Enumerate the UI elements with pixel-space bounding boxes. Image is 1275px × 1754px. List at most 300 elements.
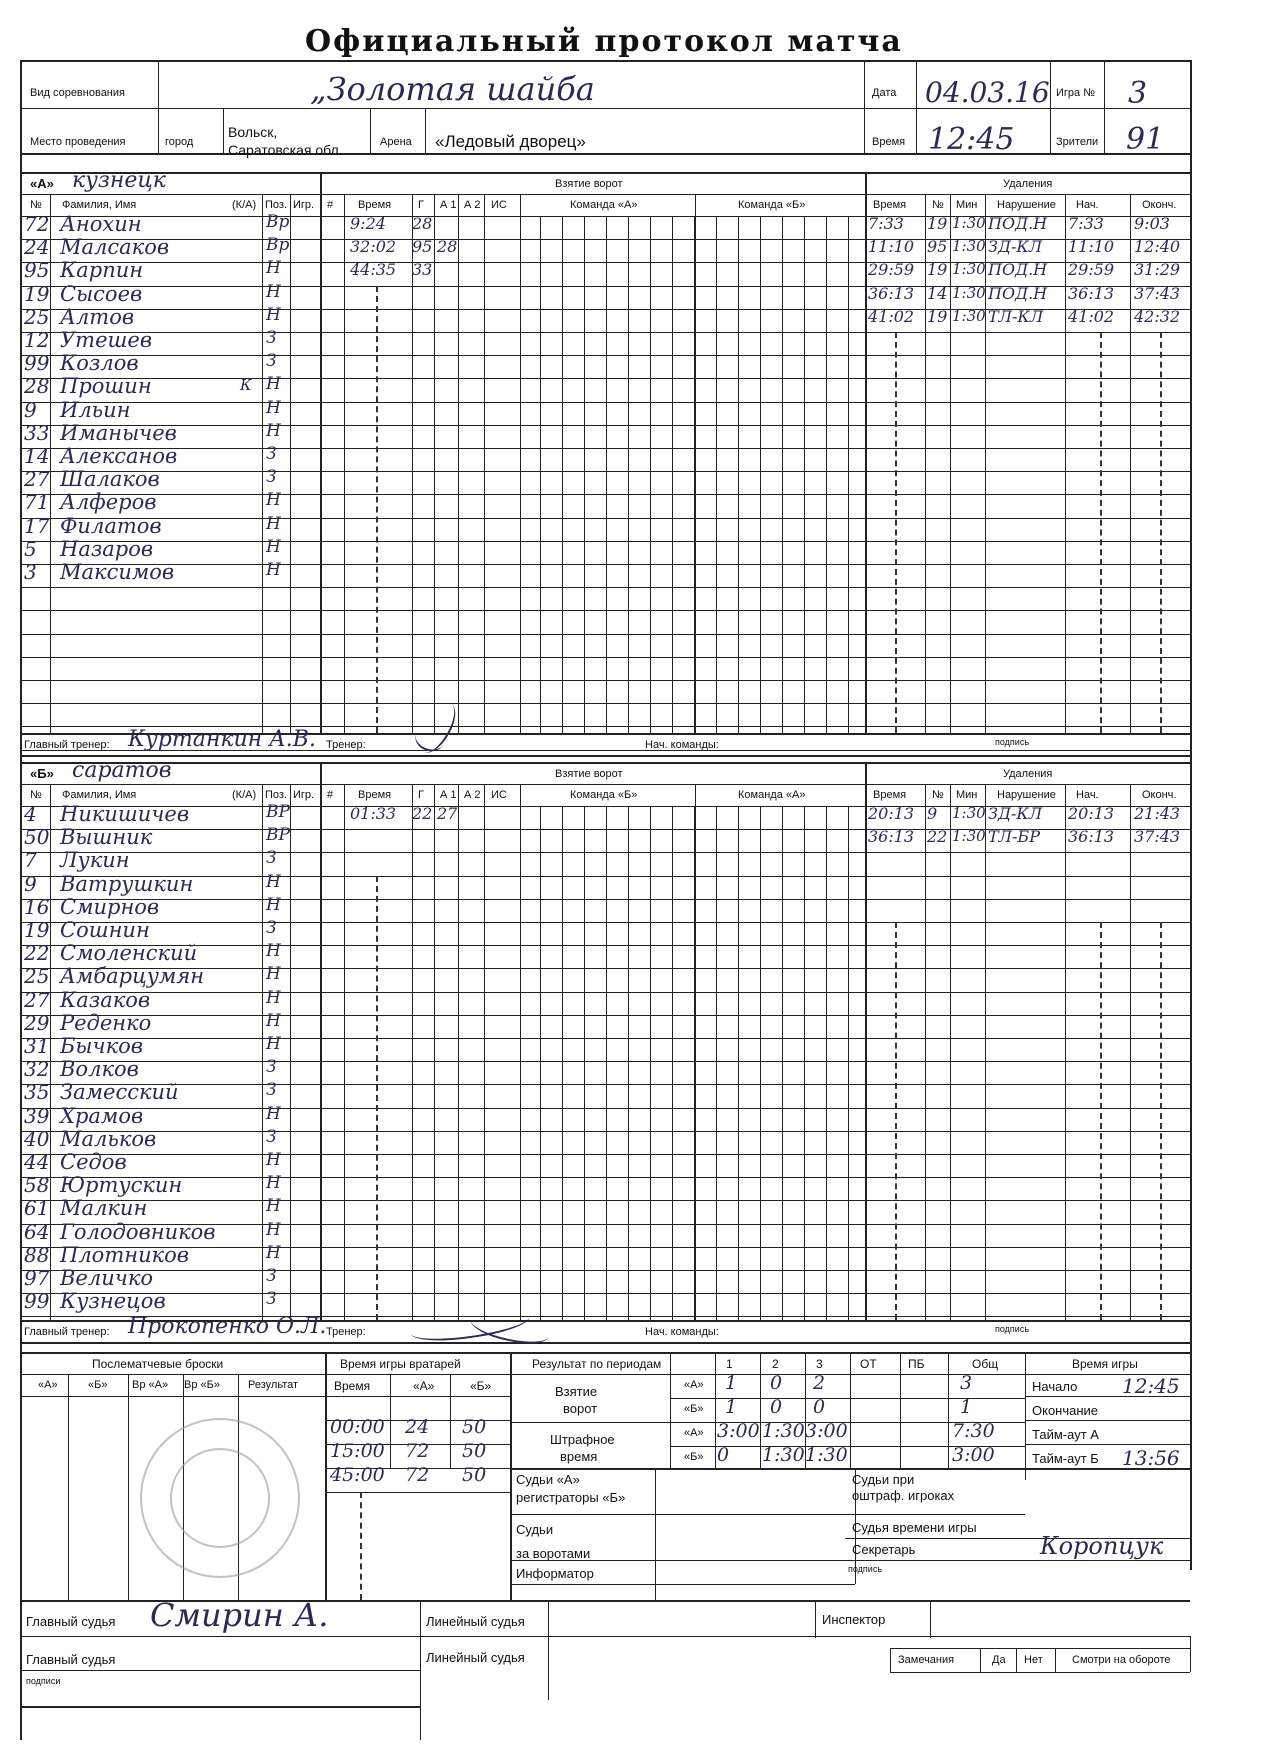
rule <box>20 1636 1190 1637</box>
rule <box>826 216 827 733</box>
a-pen-start: 36:13 <box>1068 283 1115 303</box>
rule <box>628 806 629 1320</box>
gk-row-time: 15:00 <box>330 1440 385 1462</box>
rule <box>540 216 541 733</box>
b-player-pos: Н <box>266 1103 281 1124</box>
competition-value: „Золотая шайба <box>310 70 595 108</box>
rule <box>262 784 263 1320</box>
a-pen-inf: ПОД.Н <box>988 260 1048 280</box>
b-player-num: 61 <box>24 1196 50 1221</box>
rule <box>562 806 563 1320</box>
rule <box>670 1352 671 1468</box>
b-sign-label: подпись <box>995 1324 1030 1334</box>
rule <box>420 1670 421 1706</box>
b-player-num: 25 <box>24 964 50 989</box>
rule <box>20 876 1190 877</box>
a-coach-value: Куртанкин А.В. <box>128 727 316 752</box>
stamp-seal-inner <box>170 1448 270 1548</box>
period-cell-pen_a: 3:00 <box>717 1420 760 1442</box>
rule <box>20 1247 1190 1248</box>
rule <box>510 1514 1025 1515</box>
rule <box>325 1492 510 1493</box>
start-label: Начало <box>1032 1379 1078 1394</box>
b-player-num: 44 <box>24 1150 50 1174</box>
rule <box>848 806 849 1320</box>
b-player-num: 27 <box>24 987 50 1012</box>
b-col-ka: (К/А) <box>232 789 257 801</box>
rule <box>20 60 22 1740</box>
gk-col-time: Время <box>334 1379 371 1393</box>
rule <box>128 1374 129 1600</box>
rule <box>20 922 1190 923</box>
rule <box>20 1352 1190 1354</box>
rule <box>20 1374 1190 1375</box>
period-cell-goals_a: 2 <box>813 1372 826 1394</box>
rule <box>1130 784 1131 1320</box>
rule <box>848 216 849 733</box>
a-pen-inf: ПОД.Н <box>988 283 1048 303</box>
goal-judges-1: Судьи <box>516 1522 554 1537</box>
dashed-rule <box>376 286 378 733</box>
b-player-pos: Н <box>266 1242 281 1263</box>
a-goals-heading: Взятие ворот <box>555 178 623 190</box>
rule <box>20 1396 510 1397</box>
rule <box>390 1374 391 1468</box>
a-col-ka: (К/А) <box>232 199 257 211</box>
period-cell-pen_b: 1:30 <box>762 1444 805 1466</box>
a-player-pos: Н <box>266 490 281 511</box>
a-player-pos: Н <box>266 304 281 325</box>
a-player-name: Утешев <box>60 328 153 352</box>
b-player-name: Седов <box>60 1150 127 1174</box>
rule <box>20 1270 1190 1271</box>
b-coach-value: Прокопенко О.Л. <box>128 1314 327 1339</box>
gk-row-b: 50 <box>462 1416 487 1438</box>
b-col-p-num: № <box>932 789 944 801</box>
b-player-pos: Н <box>266 1010 281 1031</box>
gk-row-b: 50 <box>462 1464 487 1486</box>
period-total: Общ <box>972 1357 999 1371</box>
game-label: Игра № <box>1056 87 1096 99</box>
b-penalties-heading: Удаления <box>1003 768 1053 780</box>
period-cell-pen_b: 0 <box>717 1444 730 1466</box>
a-player-name: Сысоев <box>60 281 143 306</box>
so-a: «А» <box>38 1379 58 1391</box>
rule <box>950 194 951 733</box>
date-label: Дата <box>872 87 897 99</box>
b-player-num: 35 <box>24 1080 50 1105</box>
period-pb: ПБ <box>908 1357 925 1371</box>
rule <box>650 216 651 733</box>
period-cell-pen_b: 3:00 <box>952 1444 995 1466</box>
linesman-label-1: Линейный судья <box>426 1614 525 1629</box>
a-pen-end: 12:40 <box>1134 237 1181 257</box>
rule <box>20 1200 1190 1201</box>
a-pen-min: 1:30 <box>952 214 986 232</box>
b-col-time: Время <box>358 789 392 801</box>
a-pen-end: 37:43 <box>1134 283 1181 303</box>
b-player-num: 58 <box>24 1173 50 1198</box>
b-player-pos: З <box>266 1080 277 1101</box>
a-pen-time: 11:10 <box>868 237 915 257</box>
rule <box>865 762 867 1320</box>
a-col-p-inf: Нарушение <box>997 199 1056 211</box>
gk-row-time: 45:00 <box>330 1464 385 1486</box>
rule <box>325 1352 327 1600</box>
rule <box>20 448 1190 449</box>
a-player-name: Анохин <box>60 212 142 236</box>
rule <box>655 1468 656 1600</box>
pen-label-1: Штрафное <box>550 1432 615 1447</box>
a-pen-inf: ЗД-КЛ <box>988 237 1043 257</box>
a-player-pos: Вр <box>266 212 290 232</box>
dashed-rule <box>360 1492 362 1600</box>
timeout-a-label: Тайм-аут А <box>1032 1427 1099 1442</box>
b-player-num: 16 <box>24 894 50 919</box>
b-player-pos: З <box>266 1266 277 1286</box>
row-b-pen: «Б» <box>684 1451 704 1463</box>
a-pen-min: 1:30 <box>952 260 986 279</box>
a-player-num: 71 <box>24 490 50 515</box>
rule <box>434 194 435 733</box>
b-col-play: Игр. <box>293 789 315 801</box>
b-col-g: Г <box>418 789 424 801</box>
rule <box>850 1352 851 1468</box>
rule <box>20 494 1190 495</box>
b-player-name: Лукин <box>60 848 130 873</box>
rule <box>948 1352 949 1468</box>
rule <box>1025 1420 1190 1421</box>
dashed-rule <box>1160 332 1162 733</box>
rule <box>1190 1636 1191 1672</box>
rule <box>584 806 585 1320</box>
referees-reg-2: регистраторы «Б» <box>516 1490 626 1505</box>
rule <box>815 1600 816 1638</box>
a-player-pos: Н <box>266 397 281 418</box>
a-col-p-start: Нач. <box>1076 199 1099 211</box>
period-3: 3 <box>816 1357 823 1371</box>
b-player-num: 64 <box>24 1219 50 1244</box>
rule <box>20 564 1190 565</box>
rule <box>672 806 673 1320</box>
rule <box>890 1648 891 1672</box>
rule <box>1016 1648 1017 1672</box>
time-judge: Судья времени игры <box>852 1520 977 1535</box>
b-player-name: Реденко <box>60 1010 152 1035</box>
a-team-tag: «А» <box>30 176 54 191</box>
rule <box>985 784 986 1320</box>
linesman-label-2: Линейный судья <box>426 1650 525 1665</box>
b-col-team-own: Команда «Б» <box>570 789 638 801</box>
gk-row-a: 72 <box>405 1464 430 1486</box>
arena-value: «Ледовый дворец» <box>435 132 586 151</box>
rule <box>20 755 1190 757</box>
a-player-num: 24 <box>24 235 50 260</box>
rule <box>20 332 1190 333</box>
so-gk-a: Вр «А» <box>132 1379 169 1391</box>
rule <box>1190 60 1192 1570</box>
rule <box>262 194 263 733</box>
period-cell-pen_a: 1:30 <box>762 1420 805 1442</box>
rule <box>804 216 805 733</box>
a-player-name: Алферов <box>60 490 157 515</box>
b-player-name: Малкин <box>60 1196 148 1221</box>
gk-col-a: «А» <box>413 1379 435 1393</box>
rule <box>804 806 805 1320</box>
yes-label: Да <box>992 1654 1006 1666</box>
b-col-a2: А 2 <box>464 789 481 801</box>
a-col-play: Игр. <box>293 199 315 211</box>
b-col-p-time: Время <box>873 789 907 801</box>
gk-row-a: 24 <box>405 1416 430 1438</box>
rule <box>650 806 651 1320</box>
rule <box>320 762 322 1320</box>
rule <box>20 471 1190 472</box>
b-player-name: Кузнецов <box>60 1289 166 1314</box>
rule <box>450 1374 451 1468</box>
b-player-num: 29 <box>24 1010 50 1035</box>
a-goal-time: 32:02 <box>350 237 397 257</box>
game-value: 3 <box>1128 76 1148 111</box>
rule <box>738 216 739 733</box>
a-pen-num: 14 <box>927 283 948 303</box>
rule <box>484 194 485 733</box>
a-player-num: 25 <box>24 304 50 329</box>
b-col-p-min: Мин <box>956 789 978 801</box>
penalty-box-2: оштраф. игроках <box>852 1488 955 1503</box>
timeout-b-label: Тайм-аут Б <box>1032 1451 1099 1466</box>
b-player-pos: Н <box>266 1150 281 1170</box>
rule <box>826 806 827 1320</box>
b-pen-start: 36:13 <box>1068 827 1115 847</box>
rule <box>1104 60 1105 153</box>
a-pen-end: 9:03 <box>1134 214 1170 233</box>
a-pen-inf: ПОД.Н <box>988 214 1048 233</box>
rule <box>50 784 51 1320</box>
a-col-p-min: Мин <box>956 199 978 211</box>
b-col-hash: # <box>327 789 334 801</box>
gk-row-time: 00:00 <box>330 1416 385 1438</box>
a-pen-start: 7:33 <box>1068 214 1104 233</box>
rule <box>290 784 291 1320</box>
no-label: Нет <box>1024 1654 1043 1666</box>
rule <box>20 680 1190 681</box>
a-player-name: Шалаков <box>60 467 160 492</box>
b-player-num: 7 <box>24 848 37 873</box>
city-value-2: Саратовская обл. <box>228 142 343 158</box>
b-coach-label: Главный тренер: <box>24 1326 110 1338</box>
rule <box>672 216 673 733</box>
a-captain-label: Нач. команды: <box>645 739 719 751</box>
rule <box>694 806 695 1320</box>
rule <box>20 587 1190 588</box>
rule <box>20 172 1190 174</box>
b-player-pos: З <box>266 1126 277 1147</box>
b-player-name: Амбарцумян <box>60 964 205 989</box>
b-player-num: 31 <box>24 1034 50 1058</box>
rule <box>20 425 1190 426</box>
a-col-num: № <box>30 199 42 211</box>
rule <box>20 610 1190 611</box>
rule <box>20 541 1190 542</box>
rule <box>458 194 459 733</box>
b-player-pos: З <box>266 848 277 869</box>
b-col-pos: Поз. <box>265 789 287 801</box>
a-trainer-label: Тренер: <box>326 739 366 751</box>
b-pen-end: 37:43 <box>1134 827 1181 847</box>
rule <box>20 518 1190 519</box>
b-player-num: 9 <box>24 871 37 896</box>
rule <box>1065 194 1066 733</box>
b-pen-inf: ЗД-КЛ <box>988 804 1043 823</box>
head-ref-value-1: Смирин А. <box>150 1596 329 1634</box>
rule <box>20 992 1190 993</box>
b-player-pos: Н <box>266 964 281 985</box>
rule <box>20 402 1190 403</box>
rule <box>510 1584 855 1585</box>
a-col-p-num: № <box>932 199 944 211</box>
b-player-name: Плотников <box>60 1242 190 1267</box>
a-goal-scorer: 28 <box>412 214 433 233</box>
rule <box>20 1670 420 1671</box>
b-player-pos: ВР <box>266 802 290 822</box>
rule <box>510 1560 1190 1561</box>
a-pen-time: 36:13 <box>868 283 915 303</box>
city-value-1: Вольск, <box>228 124 278 140</box>
a-player-name: Прошин <box>60 374 152 399</box>
a-coach-label: Главный тренер: <box>24 739 110 751</box>
rule <box>760 216 761 733</box>
dashed-rule <box>1100 332 1102 733</box>
rule <box>20 1084 1190 1085</box>
b-player-name: Голодовников <box>60 1219 216 1244</box>
rule <box>950 784 951 1320</box>
rule <box>510 1352 512 1600</box>
b-player-num: 40 <box>24 1126 50 1151</box>
row-a-goals: «А» <box>684 1379 704 1391</box>
b-pen-time: 20:13 <box>868 804 915 823</box>
b-player-pos: Н <box>266 1196 281 1217</box>
dashed-rule <box>895 922 897 1320</box>
game-time-label: Время игры <box>1072 1357 1138 1371</box>
a-player-pos: Н <box>266 513 281 534</box>
b-col-p-start: Нач. <box>1076 789 1099 801</box>
a-goal-a1: 28 <box>437 237 458 257</box>
rule <box>1065 784 1066 1320</box>
rule <box>158 108 159 153</box>
rule <box>695 784 696 1320</box>
a-pen-min: 1:30 <box>952 306 986 325</box>
b-pen-inf: ТЛ-БР <box>988 827 1040 847</box>
b-team-name: саратов <box>72 758 172 783</box>
rule <box>890 1672 1190 1673</box>
a-pen-start: 41:02 <box>1068 306 1115 326</box>
a-player-name: Ильин <box>60 397 131 422</box>
rule <box>695 194 696 733</box>
a-player-num: 3 <box>24 560 37 584</box>
b-player-pos: Н <box>266 894 281 915</box>
a-player-pos: З <box>266 351 277 372</box>
b-player-pos: З <box>266 1289 277 1310</box>
gk-row-a: 72 <box>405 1440 430 1462</box>
b-pen-start: 20:13 <box>1068 804 1115 823</box>
secretary-label: Секретарь <box>852 1542 916 1557</box>
a-pen-min: 1:30 <box>952 237 986 256</box>
a-player-num: 95 <box>24 258 50 283</box>
rule <box>20 378 1190 379</box>
rule <box>865 172 867 733</box>
b-player-num: 39 <box>24 1103 50 1128</box>
b-goal-scorer: 22 <box>412 804 433 823</box>
b-player-name: Казаков <box>60 987 151 1012</box>
a-player-num: 99 <box>24 351 50 376</box>
timeout-b-value: 13:56 <box>1122 1446 1180 1470</box>
period-cell-goals_a: 0 <box>770 1372 783 1394</box>
a-goal-time: 44:35 <box>350 260 397 280</box>
b-player-num: 4 <box>24 802 37 826</box>
penalty-box-1: Судьи при <box>852 1472 915 1487</box>
dashed-rule <box>1100 922 1102 1320</box>
rule <box>925 194 926 733</box>
a-player-pos: Н <box>266 374 281 395</box>
b-col-is: ИС <box>491 789 507 801</box>
rule <box>1025 1444 1190 1445</box>
dashed-rule <box>1160 922 1162 1320</box>
rule <box>434 784 435 1320</box>
a-goal-time: 9:24 <box>350 214 386 233</box>
rule <box>20 762 1190 764</box>
periods-label: Результат по периодам <box>532 1357 662 1371</box>
period-cell-pen_a: 7:30 <box>952 1420 995 1442</box>
row-b-goals: «Б» <box>684 1403 704 1415</box>
b-pen-time: 36:13 <box>868 827 915 847</box>
a-pen-num: 19 <box>927 306 948 326</box>
a-player-name: Алтов <box>60 304 135 329</box>
rule <box>20 1342 1190 1344</box>
rule <box>890 1648 1190 1649</box>
rule <box>20 1015 1190 1016</box>
informer-label: Информатор <box>516 1566 594 1581</box>
rule <box>1025 1352 1026 1480</box>
period-cell-pen_b: 1:30 <box>805 1444 848 1466</box>
secretary-value: Коропцук <box>1040 1532 1164 1560</box>
a-col-is: ИС <box>491 199 507 211</box>
b-player-name: Бычков <box>60 1034 144 1058</box>
inspector-label: Инспектор <box>822 1612 886 1627</box>
b-player-num: 50 <box>24 825 50 850</box>
a-col-g: Г <box>418 199 424 211</box>
a-pen-num: 19 <box>927 214 948 233</box>
a-goal-scorer: 33 <box>412 260 433 280</box>
row-a-pen: «А» <box>684 1427 704 1439</box>
a-pen-inf: ТЛ-КЛ <box>988 306 1044 326</box>
rule <box>606 216 607 733</box>
a-player-pos: З <box>266 444 277 464</box>
gk-row-b: 50 <box>462 1440 487 1462</box>
rule <box>628 216 629 733</box>
a-goal-scorer: 95 <box>412 237 433 257</box>
a-player-pos: Н <box>266 420 281 441</box>
a-pen-num: 95 <box>927 237 948 257</box>
head-ref-label-1: Главный судья <box>26 1614 116 1629</box>
rule <box>20 703 1190 704</box>
a-player-num: 72 <box>24 212 50 236</box>
b-player-name: Волков <box>60 1057 139 1082</box>
rule <box>738 806 739 1320</box>
a-sign-label: подпись <box>995 737 1030 747</box>
goals-label-1: Взятие <box>555 1384 598 1399</box>
rule <box>760 806 761 1320</box>
